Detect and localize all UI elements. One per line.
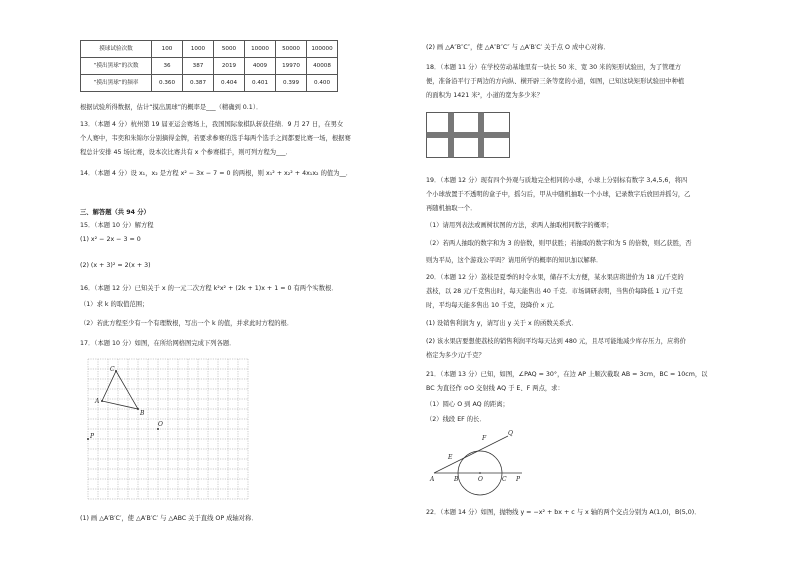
vertical-path-2 (478, 113, 484, 158)
q20-part2-line2: 格定为多少元/千克？ (426, 352, 485, 359)
q15-part1: (1) x² − 2x − 3 = 0 (80, 236, 141, 243)
q19-part2-line2: 则为平局，这个游戏公平吗？请用所学的概率的知识加以解释． (426, 257, 603, 264)
table-row (81, 75, 338, 92)
q20-part1: (1) 设销售利润为 y，请写出 y 关于 x 的函数关系式． (426, 320, 578, 327)
q19-line3: 再随机抽取一个． (426, 205, 477, 212)
table-cell: 0.400 (307, 75, 338, 92)
label-e: E (448, 454, 453, 461)
table-cell: 100000 (307, 41, 338, 58)
label-p: P (516, 476, 521, 483)
label-c: C (110, 366, 115, 373)
table-cell: 0.404 (214, 75, 245, 92)
horizontal-path (427, 132, 510, 138)
q21-line1: 21．（本题 13 分）已知，如图，∠PAQ = 30°，在边 AP 上顺次截取 AB = 3cm，BC = 10cm，以 (426, 371, 708, 378)
q13-line2: 个人赛中，韦奕和朱锦尔分别摘得金牌，若要求参赛的选手每两个选手之间都要比赛一场，根据赛 (80, 135, 351, 142)
table-row (81, 41, 338, 58)
label-q: Q (508, 430, 513, 437)
q16-part2: （2）若此方程至少有一个有理数根，写出一个 k 的值，并求此时方程的根． (80, 320, 294, 327)
circle-diagram (426, 428, 526, 498)
vertical-path-1 (448, 113, 454, 158)
q16-part1: （1）求 k 的取值范围； (80, 301, 149, 308)
q17-part2: (2) 画 △A″B″C″，使 △A″B″C″ 与 △A′B′C′ 关于点 O 成中心对称． (426, 44, 610, 51)
q20-part2-line1: (2) 该水果店要想使荔枝的销售利润平均每天达到 480 元，且尽可能地减少库存压力，应将价 (426, 338, 686, 345)
point-p (87, 438, 89, 440)
table-cell: 2019 (214, 58, 245, 75)
q19-part1: （1）请用列表法或画树状图的方法，求两人抽取相同数字的概率； (426, 222, 613, 229)
q20-line1: 20．（本题 12 分）荔枝是夏季的时令水果，储存不太方便，某水果店将进价为 18 元/千克的 (426, 274, 684, 281)
point-b (137, 408, 139, 410)
table-cell: 19970 (276, 58, 307, 75)
point-c (115, 370, 117, 372)
ray-aq (434, 436, 508, 473)
q16: 16．（本题 12 分）已知关于 x 的一元二次方程 k²x² + (2k + 1)x + 1 = 0 有两个实数根． (80, 285, 338, 292)
label-b: B (454, 476, 459, 483)
q21-part2: （2）线段 EF 的长． (426, 416, 486, 423)
table-cell: 0.399 (276, 75, 307, 92)
label-f: F (482, 435, 487, 442)
section-heading: 三、解答题（共 94 分） (80, 209, 150, 216)
table-cell: 387 (183, 58, 214, 75)
label-a: A (430, 476, 435, 483)
q19-line1: 19．（本题 12 分）现有四个外观与质地完全相同的小球，小球上分别标有数字 3,4,5,6，将四 (426, 177, 688, 184)
label-o: O (478, 476, 483, 483)
q18-line1: 18．（本题 11 分）在学校劳动基地里有一块长 50 米、宽 30 米的矩形试验田，为了管理方 (426, 64, 682, 71)
table-cell: 10000 (245, 41, 276, 58)
label-a: A (95, 398, 100, 405)
q21-part1: （1）圆心 O 到 AQ 的距离； (426, 401, 509, 408)
q19-part2-line1: （2）若两人抽取的数字和为 3 的倍数，则甲获胜；若抽取的数字和为 5 的倍数，则乙获胜，否 (426, 240, 692, 247)
triangle-abc (102, 371, 138, 409)
table-cell: 摸球试验次数 (81, 41, 152, 58)
table-cell: 0.360 (152, 75, 183, 92)
q13-line1: 13．（本题 4 分）杭州第 19 届亚运会赛场上，我国国际象棋队斩获佳绩．9 月 27 日，在男女 (80, 121, 344, 128)
center-o (479, 472, 481, 474)
table-cell: 100 (152, 41, 183, 58)
q13-line3: 程总计安排 45 场比赛，设本次比赛共有 x 个参赛棋手，则可列方程为___． (80, 149, 292, 156)
q21-line2: BC 为直径作 ⊙O 交射线 AQ 于 E、F 两点，求： (426, 385, 564, 392)
q15-part2: (2) (x + 3)² = 2(x + 3) (80, 262, 151, 269)
table-cell: 40008 (307, 58, 338, 75)
table-cell: 4009 (245, 58, 276, 75)
label-o: O (158, 421, 163, 428)
table-cell: “摸出黑球”的频率 (81, 75, 152, 92)
q17: 17．（本题 10 分）如图，在所给网格图完成下列各题． (80, 340, 236, 347)
table-row (81, 58, 338, 75)
q18-line3: 的面积为 1421 米²，小道的宽为多少米？ (426, 92, 544, 99)
table-cell: 0.387 (183, 75, 214, 92)
grid-figure (86, 357, 250, 510)
grid-svg (86, 357, 250, 507)
q20-line3: 时，平均每天能多售出 10 千克，设降价 x 元． (426, 302, 560, 309)
table-cell: 1000 (183, 41, 214, 58)
label-b: B (140, 410, 145, 417)
label-c: C (502, 476, 507, 483)
table-cell: 50000 (276, 41, 307, 58)
q18-line2: 便，准备沿平行于两边的方向纵、横开辟三条等宽的小道，如图，已知这块矩形试验田中种植 (426, 78, 685, 85)
field-diagram (426, 112, 510, 158)
point-o (157, 428, 159, 430)
estimate-question: 根据试验所得数据，估计“摸出黑球”的概率是___（精确到 0.1）． (80, 104, 263, 111)
label-p: P (90, 433, 95, 440)
table-cell: 36 (152, 58, 183, 75)
q19-line2: 个小球放置于不透明的盒子中，摇匀后，甲从中随机抽取一个小球，记录数字后放回并摇匀，乙 (426, 191, 691, 198)
q14: 14．（本题 4 分）设 x₁，x₂ 是方程 x² − 3x − 7 = 0 的两根，则 x₁² + x₂² + 4x₁x₂ 的值为__． (80, 170, 353, 177)
q15: 15．（本题 10 分）解方程 (80, 222, 154, 229)
q17-part1: (1) 画 △A′B′C′，使 △A′B′C′ 与 △ABC 关于直线 OP 成轴对称． (80, 515, 258, 522)
frequency-table (80, 40, 338, 92)
table-cell: 0.401 (245, 75, 276, 92)
table-cell: 5000 (214, 41, 245, 58)
table-cell: “摸出黑球”的次数 (81, 58, 152, 75)
q20-line2: 荔枝，以 28 元/千克售出时，每天能售出 40 千克．市场调研表明，当售价每降低 1 元/千克 (426, 288, 683, 295)
point-a (101, 400, 103, 402)
q22: 22．（本题 14 分）如图，抛物线 y = −x² + bx + c 与 x 轴的两个交点分别为 A(1,0)，B(5,0)． (426, 509, 701, 516)
